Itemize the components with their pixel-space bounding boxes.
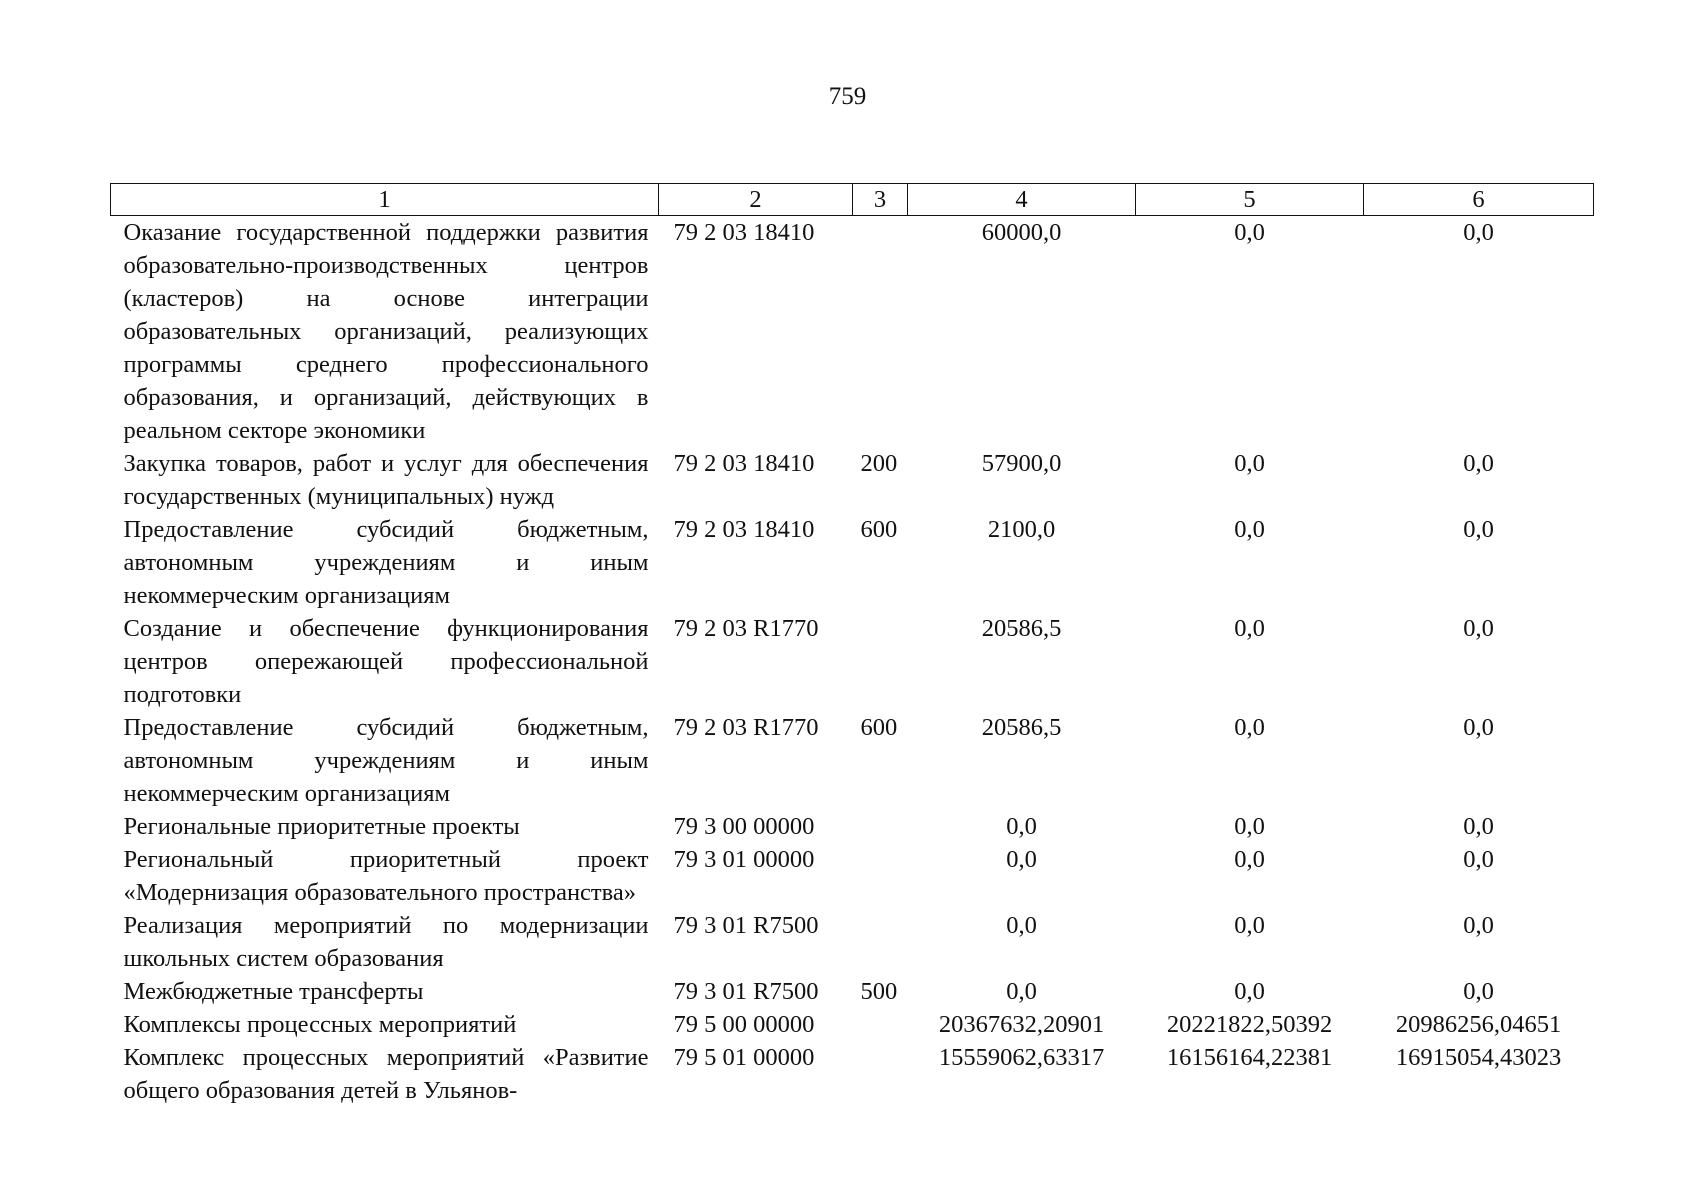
header-col-5: 5 bbox=[1136, 184, 1364, 216]
row-name: Оказание государственной поддержки развития образовательно-производственных центров (кластеров) на основе интеграции образовательных организаций, реализующих программы среднего профессионального образования, и организаций, действующих в реальном секторе экономики bbox=[123, 219, 649, 444]
table-row bbox=[111, 843, 1594, 909]
row-code: 79 2 03 18410 bbox=[673, 450, 815, 477]
budget-table bbox=[110, 183, 1594, 1107]
row-value-4: 20367632,20901 bbox=[938, 1011, 1105, 1038]
row-value-6: 0,0 bbox=[1463, 846, 1494, 873]
row-name: Реализация мероприятий по модернизации школьных систем образования bbox=[123, 912, 649, 972]
row-code: 79 3 01 R7500 bbox=[673, 912, 819, 939]
table-row bbox=[111, 711, 1594, 810]
row-code: 79 5 01 00000 bbox=[673, 1044, 815, 1071]
row-name: Предоставление субсидий бюджетным, автономным учреждениям и иным некоммерческим организациям bbox=[123, 714, 649, 807]
row-code: 79 2 03 18410 bbox=[673, 516, 815, 543]
row-value-6: 20986256,04651 bbox=[1395, 1011, 1562, 1038]
row-expense-type bbox=[853, 216, 908, 448]
row-value-5: 0,0 bbox=[1234, 912, 1265, 939]
row-expense-type: 600 bbox=[860, 714, 898, 741]
row-value-5: 0,0 bbox=[1234, 978, 1265, 1005]
row-value-4: 2100,0 bbox=[987, 516, 1056, 543]
row-value-6: 0,0 bbox=[1463, 813, 1494, 840]
header-col-6: 6 bbox=[1364, 184, 1594, 216]
row-value-4: 0,0 bbox=[1006, 912, 1037, 939]
header-row bbox=[111, 184, 1594, 216]
row-expense-type bbox=[853, 1008, 908, 1041]
table-row bbox=[111, 513, 1594, 612]
row-name: Закупка товаров, работ и услуг для обеспечения государственных (муниципальных) нужд bbox=[123, 450, 649, 510]
row-value-4: 0,0 bbox=[1006, 846, 1037, 873]
row-code: 79 3 01 R7500 bbox=[673, 978, 819, 1005]
row-value-5: 0,0 bbox=[1234, 615, 1265, 642]
row-name: Предоставление субсидий бюджетным, автономным учреждениям и иным некоммерческим организациям bbox=[123, 516, 649, 609]
row-expense-type: 500 bbox=[860, 978, 898, 1005]
row-value-4: 57900,0 bbox=[981, 450, 1062, 477]
table-row bbox=[111, 975, 1594, 1008]
row-value-5: 0,0 bbox=[1234, 219, 1265, 246]
row-value-5: 0,0 bbox=[1234, 516, 1265, 543]
row-name: Комплексы процессных мероприятий bbox=[123, 1011, 517, 1038]
row-expense-type bbox=[853, 909, 908, 975]
row-value-5: 16156164,22381 bbox=[1166, 1044, 1333, 1071]
row-expense-type: 600 bbox=[860, 516, 898, 543]
table-row bbox=[111, 909, 1594, 975]
row-expense-type: 200 bbox=[860, 450, 898, 477]
table-row bbox=[111, 216, 1594, 448]
row-value-5: 20221822,50392 bbox=[1166, 1011, 1333, 1038]
row-name: Создание и обеспечение функционирования центров опережающей профессиональной подготовки bbox=[123, 615, 649, 708]
row-value-6: 16915054,43023 bbox=[1395, 1044, 1562, 1071]
row-value-4: 20586,5 bbox=[981, 615, 1062, 642]
row-code: 79 2 03 R1770 bbox=[673, 615, 819, 642]
header-col-1: 1 bbox=[111, 184, 659, 216]
row-code: 79 2 03 R1770 bbox=[673, 714, 819, 741]
row-name: Региональный приоритетный проект «Модернизация образовательного пространства» bbox=[123, 846, 649, 906]
row-value-6: 0,0 bbox=[1463, 219, 1494, 246]
header-col-2: 2 bbox=[659, 184, 853, 216]
row-value-4: 0,0 bbox=[1006, 813, 1037, 840]
row-code: 79 3 00 00000 bbox=[673, 813, 815, 840]
table-row bbox=[111, 447, 1594, 513]
row-name: Комплекс процессных мероприятий «Развитие общего образования детей в Ульянов- bbox=[123, 1044, 649, 1104]
row-value-5: 0,0 bbox=[1234, 846, 1265, 873]
row-value-5: 0,0 bbox=[1234, 714, 1265, 741]
row-value-6: 0,0 bbox=[1463, 978, 1494, 1005]
row-value-4: 60000,0 bbox=[981, 219, 1062, 246]
page-number: 759 bbox=[828, 83, 867, 110]
table-row bbox=[111, 612, 1594, 711]
table-row bbox=[111, 810, 1594, 843]
row-name: Межбюджетные трансферты bbox=[123, 978, 424, 1005]
row-code: 79 3 01 00000 bbox=[673, 846, 815, 873]
row-value-6: 0,0 bbox=[1463, 714, 1494, 741]
row-expense-type bbox=[853, 810, 908, 843]
row-value-4: 15559062,63317 bbox=[938, 1044, 1105, 1071]
row-value-4: 0,0 bbox=[1006, 978, 1037, 1005]
row-value-6: 0,0 bbox=[1463, 450, 1494, 477]
row-expense-type bbox=[853, 1041, 908, 1107]
row-value-6: 0,0 bbox=[1463, 516, 1494, 543]
header-col-3: 3 bbox=[853, 184, 908, 216]
row-name: Региональные приоритетные проекты bbox=[123, 813, 520, 840]
table-row bbox=[111, 1008, 1594, 1041]
row-value-5: 0,0 bbox=[1234, 813, 1265, 840]
row-expense-type bbox=[853, 612, 908, 711]
row-code: 79 5 00 00000 bbox=[673, 1011, 815, 1038]
table-row bbox=[111, 1041, 1594, 1107]
row-expense-type bbox=[853, 843, 908, 909]
row-value-4: 20586,5 bbox=[981, 714, 1062, 741]
row-value-5: 0,0 bbox=[1234, 450, 1265, 477]
header-col-4: 4 bbox=[908, 184, 1136, 216]
row-code: 79 2 03 18410 bbox=[673, 219, 815, 246]
row-value-6: 0,0 bbox=[1463, 615, 1494, 642]
row-value-6: 0,0 bbox=[1463, 912, 1494, 939]
